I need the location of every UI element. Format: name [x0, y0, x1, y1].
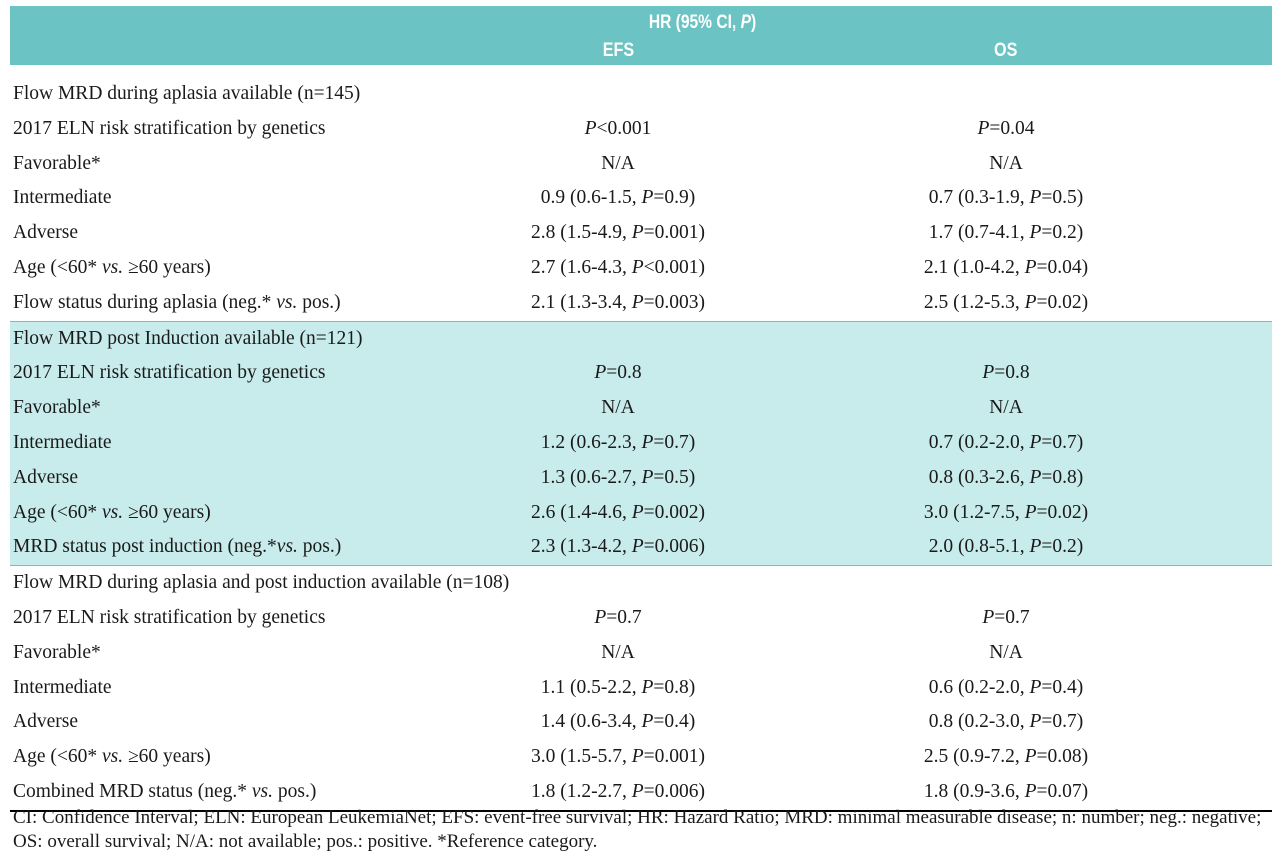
section-title: Flow MRD during aplasia available (n=145) [13, 83, 361, 104]
os-value: P=0.04 [977, 117, 1035, 139]
table-row [10, 112, 1272, 147]
header-hr-label [124, 12, 1159, 34]
row-label: Intermediate [13, 676, 112, 698]
os-value: 2.0 (0.8-5.1, P=0.2) [928, 536, 1084, 558]
table-body [10, 77, 1272, 810]
os-value: 2.5 (1.2-5.3, P=0.02) [923, 291, 1089, 313]
section-title-row [10, 566, 1272, 601]
os-value: 1.8 (0.9-3.6, P=0.07) [923, 780, 1089, 802]
section-title: Flow MRD post Induction available (n=121) [13, 327, 363, 349]
os-value: 2.1 (1.0-4.2, P=0.04) [923, 256, 1089, 278]
row-label: 2017 ELN risk stratification by genetics [13, 362, 326, 384]
os-value: P=0.7 [982, 606, 1030, 628]
os-value: N/A [989, 397, 1023, 419]
os-value: N/A [989, 641, 1023, 663]
table-row [10, 496, 1272, 531]
row-label: 2017 ELN risk stratification by genetics [13, 606, 326, 628]
table-row [10, 391, 1272, 426]
row-label: Intermediate [13, 187, 112, 209]
table-row [10, 356, 1272, 391]
efs-value: 0.9 (0.6-1.5, P=0.9) [540, 187, 696, 209]
header-hr-text: HR (95% CI, P) [648, 12, 757, 33]
row-label: Adverse [13, 466, 78, 488]
row-label: Favorable* [13, 152, 101, 174]
row-label: MRD status post induction (neg.*vs. pos.) [13, 536, 342, 558]
header-efs: EFS [602, 40, 634, 61]
efs-value: 2.6 (1.4-4.6, P=0.002) [530, 501, 706, 523]
section-title-row [10, 77, 1272, 112]
table-row [10, 181, 1272, 216]
efs-value: 1.1 (0.5-2.2, P=0.8) [540, 676, 696, 698]
table-row [10, 601, 1272, 636]
row-label: Flow status during aplasia (neg.* vs. pos.) [13, 291, 341, 313]
os-value: 0.7 (0.2-2.0, P=0.7) [928, 431, 1084, 453]
os-value: N/A [989, 152, 1023, 174]
table-row [10, 251, 1272, 286]
efs-value: 2.7 (1.6-4.3, P<0.001) [530, 256, 706, 278]
table-row [10, 636, 1272, 671]
row-label: Adverse [13, 711, 78, 733]
os-value: 2.5 (0.9-7.2, P=0.08) [923, 746, 1089, 768]
hazard-ratio-table [10, 6, 1272, 812]
efs-value: P=0.7 [594, 606, 642, 628]
table-row [10, 740, 1272, 775]
row-label: Age (<60* vs. ≥60 years) [13, 501, 211, 523]
row-label: Age (<60* vs. ≥60 years) [13, 256, 211, 278]
table-header [10, 6, 1272, 65]
efs-value: N/A [601, 152, 635, 174]
efs-value: 1.8 (1.2-2.7, P=0.006) [530, 780, 706, 802]
row-label: 2017 ELN risk stratification by genetics [13, 117, 326, 139]
os-value: 0.8 (0.2-3.0, P=0.7) [928, 711, 1084, 733]
table-row [10, 461, 1272, 496]
efs-value: N/A [601, 397, 635, 419]
os-value: 3.0 (1.2-7.5, P=0.02) [923, 501, 1089, 523]
table-row [10, 286, 1272, 321]
table-row [10, 775, 1272, 810]
table-row [10, 530, 1272, 566]
efs-value: 2.8 (1.5-4.9, P=0.001) [530, 222, 706, 244]
efs-value: 1.3 (0.6-2.7, P=0.5) [540, 466, 696, 488]
os-value: 0.8 (0.3-2.6, P=0.8) [928, 466, 1084, 488]
table-row [10, 426, 1272, 461]
table-footnote: CI: Confidence Interval; ELN: European LeukemiaNet; EFS: event-free survival; HR: Hazard Ratio; MRD: minimal measurable disease; n: number; neg.: negative; OS: overall survival; N/A: not available; pos.: positive. *Reference category. [13, 807, 1262, 852]
table-row [10, 705, 1272, 740]
header-os: OS [994, 40, 1018, 61]
row-label: Combined MRD status (neg.* vs. pos.) [13, 780, 317, 802]
table-row [10, 216, 1272, 251]
row-label: Intermediate [13, 431, 112, 453]
efs-value: P=0.8 [594, 362, 642, 384]
efs-value: P<0.001 [584, 117, 652, 139]
section-title: Flow MRD during aplasia and post induction available (n=108) [13, 572, 510, 594]
efs-value: 3.0 (1.5-5.7, P=0.001) [530, 746, 706, 768]
row-label: Favorable* [13, 641, 101, 663]
row-label: Age (<60* vs. ≥60 years) [13, 746, 211, 768]
os-value: 0.6 (0.2-2.0, P=0.4) [928, 676, 1084, 698]
efs-value: 1.2 (0.6-2.3, P=0.7) [540, 431, 696, 453]
row-label: Adverse [13, 222, 78, 244]
row-label: Favorable* [13, 397, 101, 419]
efs-value: N/A [601, 641, 635, 663]
efs-value: 1.4 (0.6-3.4, P=0.4) [540, 711, 696, 733]
table-row [10, 671, 1272, 706]
table-row [10, 147, 1272, 182]
efs-value: 2.1 (1.3-3.4, P=0.003) [530, 291, 706, 313]
os-value: 1.7 (0.7-4.1, P=0.2) [928, 222, 1084, 244]
section-title-row [10, 321, 1272, 357]
os-value: P=0.8 [982, 362, 1030, 384]
efs-value: 2.3 (1.3-4.2, P=0.006) [530, 536, 706, 558]
os-value: 0.7 (0.3-1.9, P=0.5) [928, 187, 1084, 209]
